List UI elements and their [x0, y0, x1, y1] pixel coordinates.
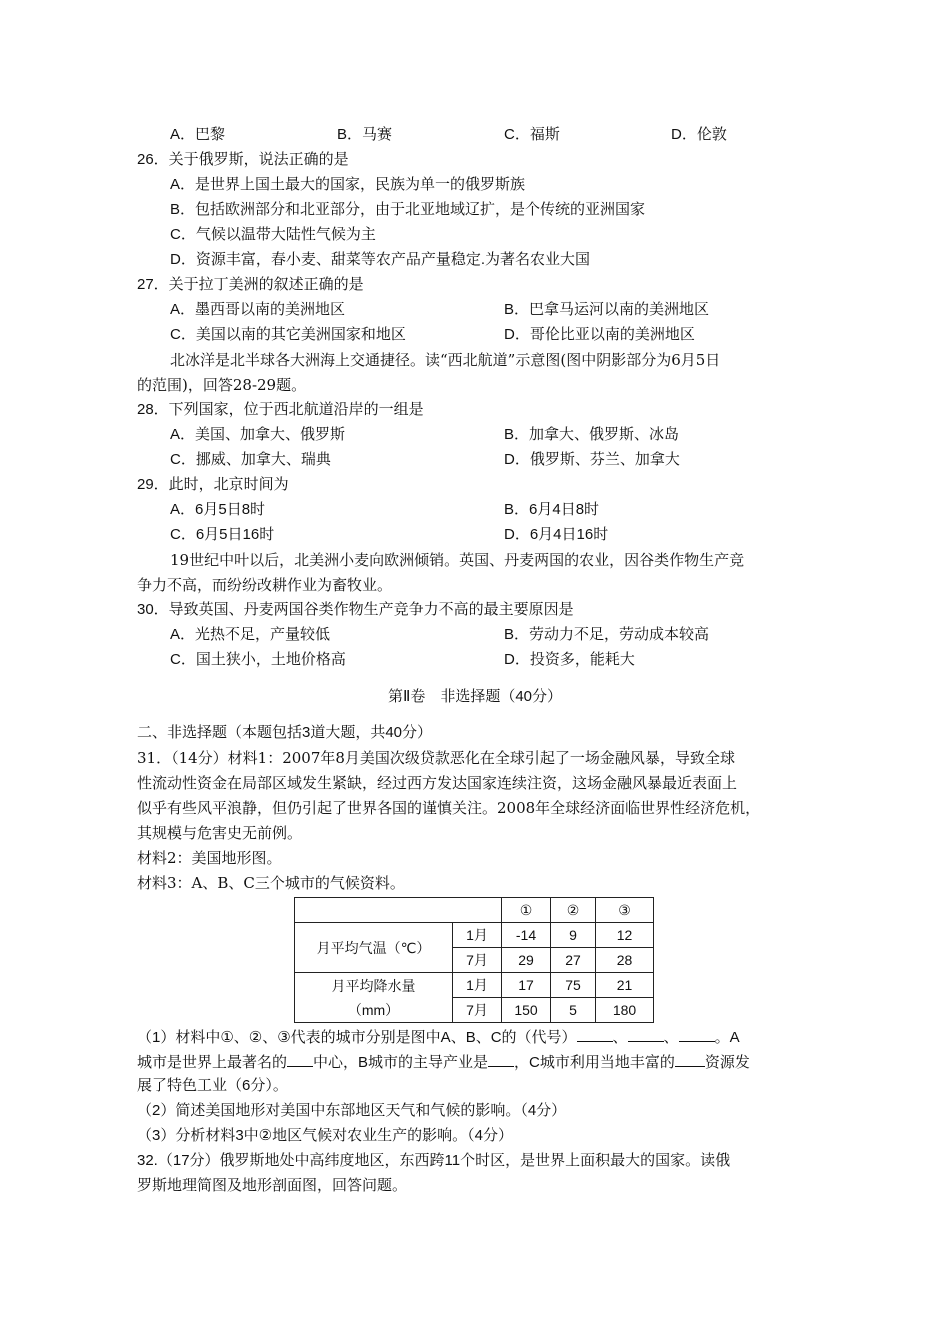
- answer-blank-industry[interactable]: [488, 1050, 514, 1067]
- precip-jul-3: 180: [596, 998, 654, 1023]
- q28-option-d: D．俄罗斯、芬兰、加拿大: [504, 451, 680, 468]
- sub3: （3）分析材料3中②地区气候对农业生产的影响。（4分）: [137, 1127, 513, 1144]
- q28-option-a: A．美国、加拿大、俄罗斯: [170, 426, 346, 443]
- q26-option-c: C．气候以温带大陆性气候为主: [170, 226, 376, 243]
- q29-option-b: B．6月4日8时: [504, 501, 600, 518]
- precip-jan-1: 17: [502, 973, 551, 998]
- precip-unit: （mm）: [347, 1001, 400, 1018]
- q27-option-d: D．哥伦比亚以南的美洲地区: [504, 326, 695, 343]
- q31-line3: 似乎有些风平浪静，但仍引起了世界各国的谨慎关注。2008年全球经济面临世界性经济危机，: [137, 799, 761, 817]
- temp-jan-2: 9: [551, 923, 596, 948]
- q30-option-c: C．国土狭小，土地价格高: [170, 651, 346, 668]
- passage-northwest-route-line1: 北冰洋是北半球各大洲海上交通捷径。读“西北航道”示意图(图中阴影部分为6月5日: [170, 351, 721, 369]
- sub1-text-d: 资源发: [704, 1054, 750, 1071]
- header-city-3: ③: [596, 898, 654, 923]
- sub1-sep1: 、: [612, 1029, 628, 1046]
- q25-option-a: A．巴黎: [170, 126, 226, 143]
- sub1-line2: [137, 1050, 750, 1074]
- sub1-text: （1）材料中①、②、③代表的城市分别是图中A、B、C的（代号）: [137, 1029, 577, 1046]
- q30-option-d: D．投资多，能耗大: [504, 651, 635, 668]
- q30-stem: 30．导致英国、丹麦两国谷类作物生产竞争力不高的最主要原因是: [137, 601, 574, 618]
- answer-blank-1[interactable]: [577, 1025, 613, 1042]
- q31-line2: 性流动性资金在局部区域发生紧缺，经过西方发达国家连续注资，这场金融风暴最近表面上: [137, 774, 738, 792]
- q27-option-a: A．墨西哥以南的美洲地区: [170, 301, 346, 318]
- q31-material2: 材料2：美国地形图。: [137, 849, 282, 867]
- row-label-temperature: 月平均气温（℃）: [295, 923, 453, 973]
- q28-option-c: C．挪威、加拿大、瑞典: [170, 451, 331, 468]
- sub1-line3: 展了特色工业（6分）。: [137, 1077, 288, 1094]
- q29-stem: 29．此时，北京时间为: [137, 476, 289, 493]
- temp-jan-1: -14: [502, 923, 551, 948]
- q26-option-b: B．包括欧洲部分和北亚部分，由于北亚地域辽扩，是个传统的亚洲国家: [170, 201, 646, 218]
- answer-blank-resource[interactable]: [675, 1050, 705, 1067]
- sub2: （2）简述美国地形对美国中东部地区天气和气候的影响。（4分）: [137, 1102, 567, 1119]
- q25-option-d: D．伦敦: [671, 126, 727, 143]
- q29-option-a: A．6月5日8时: [170, 501, 266, 518]
- precip-label: 月平均降水量: [331, 977, 416, 994]
- q30-option-b: B．劳动力不足，劳动成本较高: [504, 626, 710, 643]
- q29-option-c: C．6月5日16时: [170, 526, 275, 543]
- sub1-sep2: 、: [663, 1029, 679, 1046]
- q27-stem: 27．关于拉丁美洲的叙述正确的是: [137, 276, 364, 293]
- precip-jan-3: 21: [596, 973, 654, 998]
- q28-stem: 28．下列国家，位于西北航道沿岸的一组是: [137, 401, 424, 418]
- sub1-text-c: ，C城市利用当地丰富的: [514, 1054, 675, 1071]
- precip-jul-2: 5: [551, 998, 596, 1023]
- q25-option-b: B．马赛: [337, 126, 393, 143]
- q28-option-b: B．加拿大、俄罗斯、冰岛: [504, 426, 680, 443]
- sub1-text-a: 城市是世界上最著名的: [137, 1054, 288, 1071]
- section-title: 第Ⅱ卷 非选择题（40分）: [387, 688, 563, 705]
- q26-option-d: D．资源丰富，春小麦、甜菜等农产品产量稳定.为著名农业大国: [170, 251, 591, 268]
- sub1-end: 。A: [714, 1029, 740, 1046]
- month-jul-precip: 7月: [453, 998, 502, 1023]
- temp-jul-3: 28: [596, 948, 654, 973]
- q31-line1: 31．（14分）材料1：2007年8月美国次级贷款恶化在全球引起了一场金融风暴，导致全球: [137, 749, 735, 767]
- q30-option-a: A．光热不足，产量较低: [170, 626, 331, 643]
- passage-wheat-line2: 争力不高，而纷纷改耕作业为畜牧业。: [137, 576, 393, 594]
- precip-jan-2: 75: [551, 973, 596, 998]
- part2-heading: 二、非选择题（本题包括3道大题，共40分）: [137, 724, 433, 741]
- temp-jul-2: 27: [551, 948, 596, 973]
- sub1-text-b: 中心，B城市的主导产业是: [313, 1054, 489, 1071]
- month-jul-temp: 7月: [453, 948, 502, 973]
- answer-blank-2[interactable]: [628, 1025, 664, 1042]
- header-city-2: ②: [551, 898, 596, 923]
- q32-line1: 32.（17分）俄罗斯地处中高纬度地区，东西跨11个时区，是世界上面积最大的国家。读俄: [137, 1152, 731, 1169]
- temp-jan-3: 12: [596, 923, 654, 948]
- q27-option-c: C．美国以南的其它美洲国家和地区: [170, 326, 406, 343]
- answer-blank-3[interactable]: [679, 1025, 715, 1042]
- answer-blank-center[interactable]: [287, 1050, 313, 1067]
- header-city-1: ①: [502, 898, 551, 923]
- q31-material3: 材料3：A、B、C三个城市的气候资料。: [137, 874, 405, 892]
- table-corner: [295, 898, 502, 923]
- q27-option-b: B．巴拿马运河以南的美洲地区: [504, 301, 710, 318]
- passage-wheat-line1: 19世纪中叶以后，北美洲小麦向欧洲倾销。英国、丹麦两国的农业，因谷类作物生产竞: [170, 551, 745, 569]
- precip-jul-1: 150: [502, 998, 551, 1023]
- q26-stem: 26．关于俄罗斯，说法正确的是: [137, 151, 349, 168]
- month-jan-precip: 1月: [453, 973, 502, 998]
- row-label-precipitation: [295, 973, 453, 1023]
- q29-option-d: D．6月4日16时: [504, 526, 609, 543]
- q25-option-c: C．福斯: [504, 126, 560, 143]
- q26-option-a: A．是世界上国土最大的国家，民族为单一的俄罗斯族: [170, 176, 526, 193]
- passage-northwest-route-line2: 的范围)，回答28-29题。: [137, 376, 307, 394]
- climate-table: [294, 897, 654, 1023]
- sub1-line1: [137, 1025, 740, 1049]
- temp-jul-1: 29: [502, 948, 551, 973]
- month-jan-temp: 1月: [453, 923, 502, 948]
- q32-line2: 罗斯地理简图及地形剖面图，回答问题。: [137, 1177, 408, 1194]
- q31-line4: 其规模与危害史无前例。: [137, 824, 303, 842]
